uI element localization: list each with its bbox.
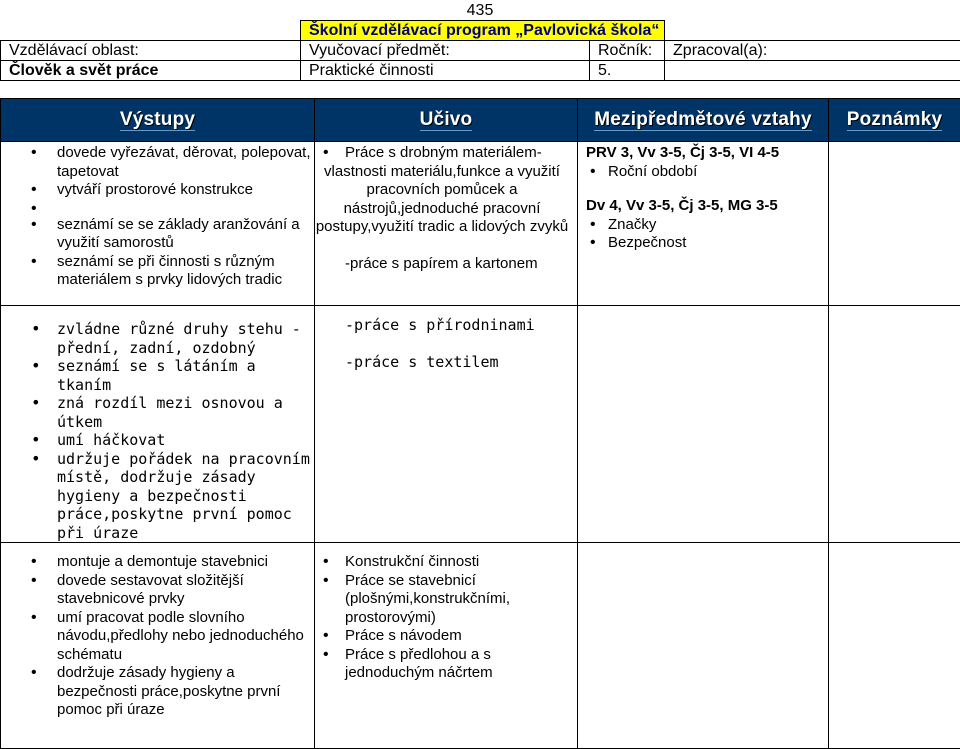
grade-value: 5. (590, 61, 665, 81)
list-item: • zná rozdíl mezi osnovou a útkem (1, 394, 314, 431)
row3-outputs (1, 543, 315, 749)
area-value: Člověk a svět práce (1, 61, 301, 81)
grade-label: Ročník: (590, 41, 665, 61)
list-item: • seznámí se při činnosti s různým materiálem s prvky lidových tradic (1, 253, 314, 290)
author-value (665, 61, 960, 81)
row2-curriculum (315, 306, 578, 543)
curriculum-text: -práce s textilem (315, 353, 577, 372)
list-item: • Práce s předlohou a s jednoduchým náčrtem (315, 646, 577, 683)
relations-code: Dv 4, Vv 3-5, Čj 3-5, MG 3-5 (586, 197, 828, 216)
row1-relations (578, 142, 829, 306)
program-title: Školní vzdělávací program „Pavlovická škola“ (301, 21, 665, 41)
list-item: • montuje a demontuje stavebnici (1, 553, 314, 572)
curriculum-text: vlastnosti materiálu,funkce a využití pracovních pomůcek a nástrojů,jednoduché pracovní postupy,využití tradic a lidových zvyků (315, 163, 577, 237)
row3-curriculum (315, 543, 578, 749)
list-item: • Bezpečnost (586, 234, 828, 253)
list-item: • zvládne různé druhy stehu - přední, zadní, ozdobný (1, 320, 314, 357)
list-item: • umí pracovat podle slovního návodu,předlohy nebo jednoduchého schématu (1, 609, 314, 665)
row1-outputs (1, 142, 315, 306)
curriculum-extra: -práce s papírem a kartonem (315, 255, 577, 274)
row2-relations (578, 306, 829, 543)
row3-notes (829, 543, 960, 749)
list-item: • dovede vyřezávat, děrovat, polepovat, tapetovat (1, 144, 314, 181)
list-item: • seznámí se s látáním a tkaním (1, 357, 314, 394)
list-item: • dodržuje zásady hygieny a bezpečnosti práce,poskytne první pomoc při úraze (1, 664, 314, 720)
row2-outputs (1, 306, 315, 543)
area-label: Vzdělávací oblast: (1, 41, 301, 61)
list-item: • Značky (586, 216, 828, 235)
column-header-relations: Mezipředmětové vztahy (578, 99, 829, 142)
column-header-notes: Poznámky (829, 99, 960, 142)
list-item: • vytváří prostorové konstrukce (1, 181, 314, 200)
column-header-curriculum: Učivo (315, 99, 578, 142)
page-number: 435 (0, 1, 960, 20)
list-item: • seznámí se se základy aranžování a využití samorostů (1, 216, 314, 253)
document-header (0, 20, 960, 81)
row1-curriculum (315, 142, 578, 306)
list-item: • Roční období (586, 163, 828, 182)
column-header-outputs: Výstupy (1, 99, 315, 142)
relations-code: PRV 3, Vv 3-5, Čj 3-5, VI 4-5 (586, 144, 828, 163)
list-item: • Práce se stavebnicí (plošnými,konstrukčními, prostorovými) (315, 572, 577, 628)
list-item: • Práce s návodem (315, 627, 577, 646)
row1-notes (829, 142, 960, 306)
list-item: • dovede sestavovat složitější stavebnicové prvky (1, 572, 314, 609)
list-item: • udržuje pořádek na pracovním místě, dodržuje zásady hygieny a bezpečnosti práce,poskytne první pomoc při úraze (1, 450, 314, 543)
curriculum-table (0, 98, 960, 749)
row2-notes (829, 306, 960, 543)
spacer (1, 200, 314, 216)
subject-label: Vyučovací předmět: (301, 41, 590, 61)
subject-value: Praktické činnosti (301, 61, 590, 81)
author-label: Zpracoval(a): (665, 41, 960, 61)
list-item: • Práce s drobným materiálem- (315, 144, 577, 163)
row3-relations (578, 543, 829, 749)
list-item: • Konstrukční činnosti (315, 553, 577, 572)
curriculum-text: -práce s přírodninami (315, 316, 577, 335)
list-item: • umí háčkovat (1, 431, 314, 450)
